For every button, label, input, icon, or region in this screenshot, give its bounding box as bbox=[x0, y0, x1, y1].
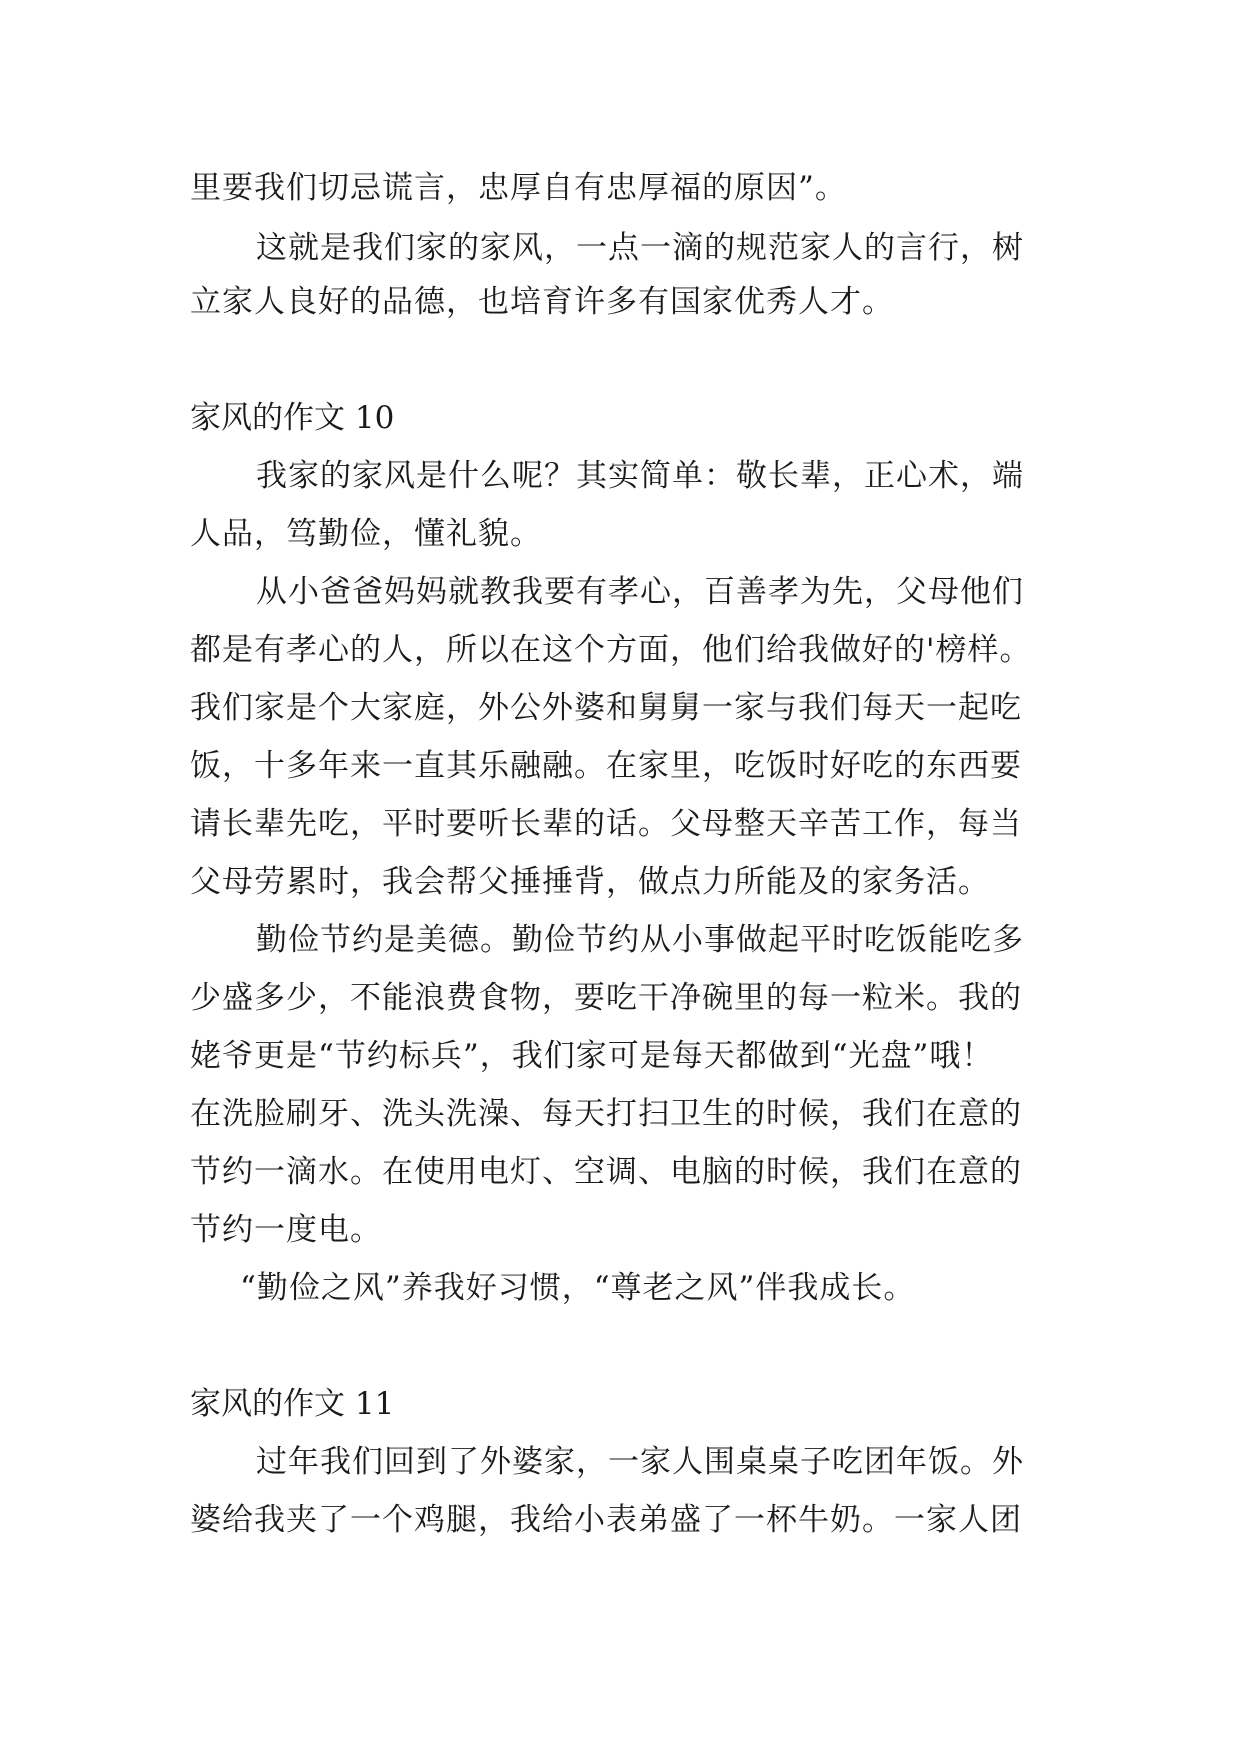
paragraph-line: 父母劳累时，我会帮父捶捶背，做点力所能及的家务活。 bbox=[190, 864, 990, 900]
paragraph-line: 婆给我夹了一个鸡腿，我给小表弟盛了一杯牛奶。一家人团 bbox=[190, 1502, 1022, 1538]
paragraph-line: 勤俭节约是美德。勤俭节约从小事做起平时吃饭能吃多 bbox=[256, 922, 1024, 958]
paragraph-line: 立家人良好的品德，也培育许多有国家优秀人才。 bbox=[190, 284, 894, 320]
paragraph-line: 请长辈先吃，平时要听长辈的话。父母整天辛苦工作，每当 bbox=[190, 806, 1022, 842]
paragraph-line: 这就是我们家的家风，一点一滴的规范家人的言行，树 bbox=[256, 230, 1024, 266]
paragraph-line: 节约一度电。 bbox=[190, 1212, 382, 1248]
paragraph-line: 我们家是个大家庭，外公外婆和舅舅一家与我们每天一起吃 bbox=[190, 690, 1022, 726]
paragraph-line: 饭，十多年来一直其乐融融。在家里，吃饭时好吃的东西要 bbox=[190, 748, 1022, 784]
paragraph-line: 里要我们切忌谎言，忠厚自有忠厚福的原因”。 bbox=[190, 170, 847, 206]
paragraph-line: 人品，笃勤俭，懂礼貌。 bbox=[190, 516, 542, 552]
paragraph-line: “勤俭之风”养我好习惯，“尊老之风”伴我成长。 bbox=[240, 1270, 916, 1306]
paragraph-line: 从小爸爸妈妈就教我要有孝心，百善孝为先，父母他们 bbox=[256, 574, 1024, 610]
paragraph-line: 我家的家风是什么呢？其实简单：敬长辈，正心术，端 bbox=[256, 458, 1024, 494]
paragraph-line: 姥爷更是“节约标兵”，我们家可是每天都做到“光盘”哦！ bbox=[190, 1038, 994, 1074]
section-heading: 家风的作文 10 bbox=[190, 400, 395, 436]
paragraph-line: 在洗脸刷牙、洗头洗澡、每天打扫卫生的时候，我们在意的 bbox=[190, 1096, 1022, 1132]
paragraph-line: 节约一滴水。在使用电灯、空调、电脑的时候，我们在意的 bbox=[190, 1154, 1022, 1190]
paragraph-line: 都是有孝心的人，所以在这个方面，他们给我做好的'榜样。 bbox=[190, 632, 1032, 668]
paragraph-line: 少盛多少，不能浪费食物，要吃干净碗里的每一粒米。我的 bbox=[190, 980, 1022, 1016]
section-heading: 家风的作文 11 bbox=[190, 1386, 395, 1422]
paragraph-line: 过年我们回到了外婆家，一家人围桌桌子吃团年饭。外 bbox=[256, 1444, 1024, 1480]
